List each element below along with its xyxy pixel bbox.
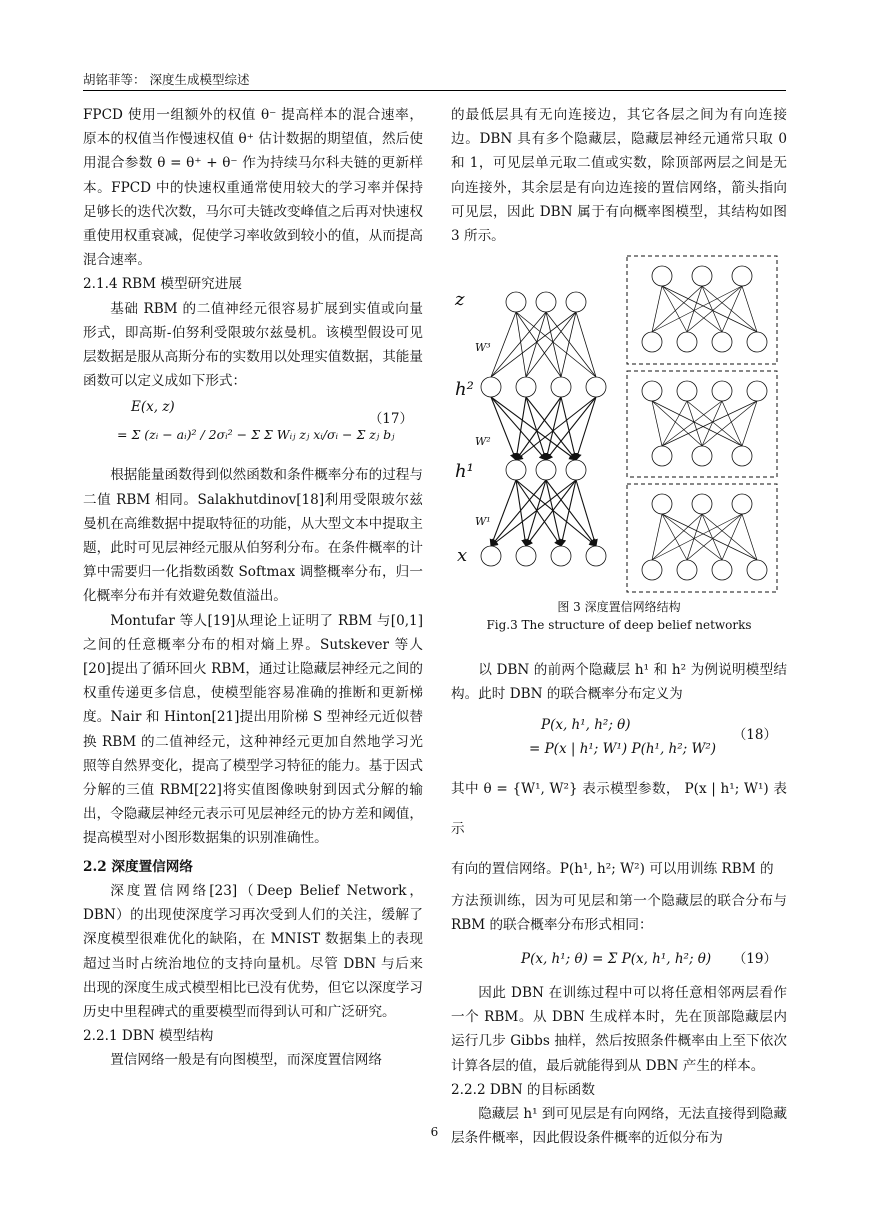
running-header: 胡铭菲等： 深度生成模型综述 [83, 72, 250, 87]
rbm-node [747, 332, 767, 352]
equation-number: （17） [368, 411, 413, 428]
directed-edge [576, 397, 596, 460]
weight-label-w1: W¹ [475, 515, 491, 529]
rbm-edge [662, 401, 757, 446]
right-column [451, 103, 787, 1150]
neuron-node-h1 [566, 460, 586, 480]
rbm-node [642, 332, 662, 352]
rbm-node [712, 381, 732, 401]
directed-edge [516, 397, 526, 460]
section-heading: 2.2.2 DBN 的目标函数 [451, 1081, 595, 1098]
rbm-node [642, 381, 662, 401]
directed-edge [516, 480, 561, 546]
rbm-edge [687, 401, 742, 446]
rbm-edge [722, 286, 742, 332]
rbm-node [652, 266, 672, 286]
rbm-node [677, 560, 697, 580]
paragraph: 基础 RBM 的二值神经元很容易扩展到实值或向量形式，即高斯-伯努利受限玻尔兹曼机。该模型假设可见层数据是服从高斯分布的实数用以处理实值数据，其能量函数可以定义成如下形式： [83, 300, 423, 390]
paragraph: 有向的置信网络。P(h¹, h²; W²) 可以用训练 RBM 的 [451, 860, 774, 877]
rbm-edge [742, 286, 757, 332]
equation-17 [83, 393, 423, 463]
paragraph: 的最低层具有无向连接边，其它各层之间为有向连接边。DBN 具有多个隐藏层，隐藏层神经元通常只取 0 和 1，可见层单元取二值或实数，除顶部两层之间是无向连接外，其余层是有向边连接的置信网络，箭头指向可见层，因此 DBN 属于有向概率图模型，其结构如图 3 所示。 [451, 107, 787, 245]
neuron-node-x [481, 546, 501, 566]
rbm-edge [742, 401, 757, 446]
rbm-edge [652, 514, 662, 560]
rbm-node [692, 266, 712, 286]
paragraph: 其中 θ = {W¹, W²} 表示模型参数， P(x | h¹; W¹) 表示 [451, 780, 787, 837]
paragraph: FPCD 使用一组额外的权值 θ⁻ 提高样本的混合速率，原本的权值当作慢速权值 θ⁺ 估计数据的期望值，然后使用混合参数 θ = θ⁺ + θ⁻ 作为持续马尔科夫链的更新样本。FPCD 中的快速权重通常使用较大的学习率并保持足够长的迭代次数，马尔可夫链改变峰值之后再对快速权重使用权重衰减，促使学习率收敛到较小的值，从而提高混合速率。 [83, 107, 423, 269]
rbm-edge [652, 286, 662, 332]
paragraph: Montufar 等人[19]从理论上证明了 RBM 与[0,1]之间的任意概率分布的相对熵上界。Sutskever 等人[20]提出了循环回火 RBM，通过让隐藏层神经元之间的权重传递更多信息，使模型能容易准确的推断和更新梯度。Nair 和 Hinton[21]提出用阶梯 S 型神经元近似替换 RBM 的二值神经元，这种神经元更加自然地学习光照等自然界变化，提高了模型学习特征的能力。基于因式分解的三值 RBM[22]将实值图像映射到因式分解的输出，令隐藏层神经元表示可见层神经元的协方差和阈值，提高模型对小图形数据集的识别准确性。 [83, 612, 423, 847]
directed-edge [526, 397, 546, 460]
equation-rhs: = Σ (zᵢ − aᵢ)² / 2σᵢ² − Σ Σ Wᵢⱼ zⱼ xᵢ/σᵢ − Σ zⱼ bⱼ [117, 427, 395, 443]
neuron-node-h1 [506, 460, 526, 480]
dbn-left-network [481, 292, 606, 566]
section-heading: 2.1.4 RBM 模型研究进展 [83, 276, 242, 293]
rbm-node [732, 446, 752, 466]
neuron-node-z [566, 292, 586, 312]
neuron-node-h2 [481, 377, 501, 397]
rbm-node [747, 560, 767, 580]
paragraph: 以 DBN 的前两个隐藏层 h¹ 和 h² 为例说明模型结构。此时 DBN 的联合概率分布定义为 [451, 662, 787, 703]
undirected-edge [516, 312, 561, 377]
equation-number: （18） [732, 726, 777, 743]
equation-line: = P(x | h¹; W¹) P(h¹, h²; W²) [529, 740, 717, 757]
rbm-node [692, 494, 712, 514]
rbm-node [642, 560, 662, 580]
layer-label-x: x [457, 545, 468, 567]
left-column [83, 103, 423, 1073]
rbm-edge [687, 286, 742, 332]
rbm-node [747, 381, 767, 401]
weight-label-w2: W² [475, 435, 491, 449]
neuron-node-x [516, 546, 536, 566]
equation-line: P(x, h¹; θ) = Σ P(x, h¹, h²; θ) [521, 951, 712, 968]
undirected-edge [516, 312, 526, 377]
directed-edge [516, 480, 596, 546]
rbm-edge [652, 401, 662, 446]
equation-18 [451, 707, 787, 769]
undirected-edge [516, 312, 596, 377]
equation-19 [451, 937, 787, 981]
rbm-node [732, 266, 752, 286]
rbm-node [677, 381, 697, 401]
neuron-node-h2 [551, 377, 571, 397]
paragraph: 因此 DBN 在训练过程中可以将任意相邻两层看作一个 RBM。从 DBN 生成样本时，先在顶部隐藏层内运行几步 Gibbs 抽样，然后按照条件概率由上至下依次计算各层的值，最后就能得到从 DBN 产生的样本。 [451, 985, 787, 1074]
rbm-node [732, 494, 752, 514]
rbm-node [712, 560, 732, 580]
layer-label-h1: h¹ [455, 461, 474, 483]
rbm-node [652, 446, 672, 466]
neuron-node-z [536, 292, 556, 312]
rbm-edge [687, 514, 742, 560]
figure-caption-cn: 图 3 深度置信网络结构 [557, 600, 681, 615]
rbm-edge [702, 514, 722, 560]
neuron-node-x [551, 546, 571, 566]
section-heading: 2.2.1 DBN 模型结构 [83, 1028, 214, 1045]
rbm-edge [742, 514, 757, 560]
directed-edge [516, 397, 561, 460]
equation-line: P(x, h¹, h²; θ) [541, 716, 631, 733]
rbm-node [677, 332, 697, 352]
paragraph: 隐藏层 h¹ 到可见层是有向网络，无法直接得到隐藏层条件概率，因此假设条件概率的近似分布为 [451, 1106, 787, 1147]
paragraph: 置信网络一般是有向图模型，而深度置信网络 [110, 1052, 383, 1069]
rbm-edge [662, 286, 757, 332]
dbn-diagram [451, 254, 787, 624]
section-heading: 2.2 深度置信网络 [83, 858, 193, 875]
paragraph: 深度置信网络[23]（Deep Belief Network，DBN）的出现使深度学习再次受到人们的关注，缓解了深度模型很难优化的缺陷，在 MNIST 数据集上的表现超过当时占统治地位的支持向量机。尽管 DBN 与后来出现的深度生成式模型相比已没有优势，但它以深度学习历史中里程碑式的重要模型而得到认可和广泛研究。 [83, 882, 423, 1020]
rbm-edge [662, 401, 722, 446]
rbm-edge [702, 286, 722, 332]
undirected-edge [576, 312, 596, 377]
rbm-node [692, 446, 712, 466]
rbm-edge [662, 286, 722, 332]
layer-label-z: z [455, 289, 465, 311]
weight-label-w3: W³ [475, 341, 491, 355]
paragraph: 方法预训练，因为可见层和第一个隐藏层的联合分布与 RBM 的联合概率分布形式相同： [451, 892, 787, 933]
neuron-node-z [506, 292, 526, 312]
directed-edge [516, 397, 596, 460]
rbm-edge [662, 514, 757, 560]
header-rule [83, 90, 786, 91]
rbm-node [712, 332, 732, 352]
undirected-edge [491, 312, 546, 377]
figure-3 [451, 248, 787, 658]
neuron-node-h1 [536, 460, 556, 480]
directed-edge [491, 480, 546, 546]
neuron-node-x [586, 546, 606, 566]
undirected-edge [526, 312, 546, 377]
directed-edge [576, 480, 596, 546]
neuron-node-h2 [516, 377, 536, 397]
paragraph: 根据能量函数得到似然函数和条件概率分布的过程与二值 RBM 相同。Salakhutdinov[18]利用受限玻尔兹曼机在高维数据中提取特征的功能，从大型文本中提取主题，此时可见层神经元服从伯努利分布。在条件概率的计算中需要归一化指数函数 Softmax 调整概率分布，归一化概率分布并有效避免数值溢出。 [83, 467, 423, 605]
equation-number: （19） [732, 951, 777, 968]
page-number: 6 [430, 1125, 439, 1139]
rbm-edge [722, 401, 742, 446]
rbm-edge [662, 514, 722, 560]
rbm-edge [722, 514, 742, 560]
rbm-edge [702, 401, 722, 446]
neuron-node-h2 [586, 377, 606, 397]
equation-lhs: E(x, z) [131, 399, 175, 416]
directed-edge [516, 480, 526, 546]
figure-caption-en: Fig.3 The structure of deep belief networks [486, 618, 752, 633]
rbm-node [652, 494, 672, 514]
directed-edge [526, 480, 546, 546]
directed-edge [491, 397, 546, 460]
layer-label-h2: h² [455, 379, 474, 401]
